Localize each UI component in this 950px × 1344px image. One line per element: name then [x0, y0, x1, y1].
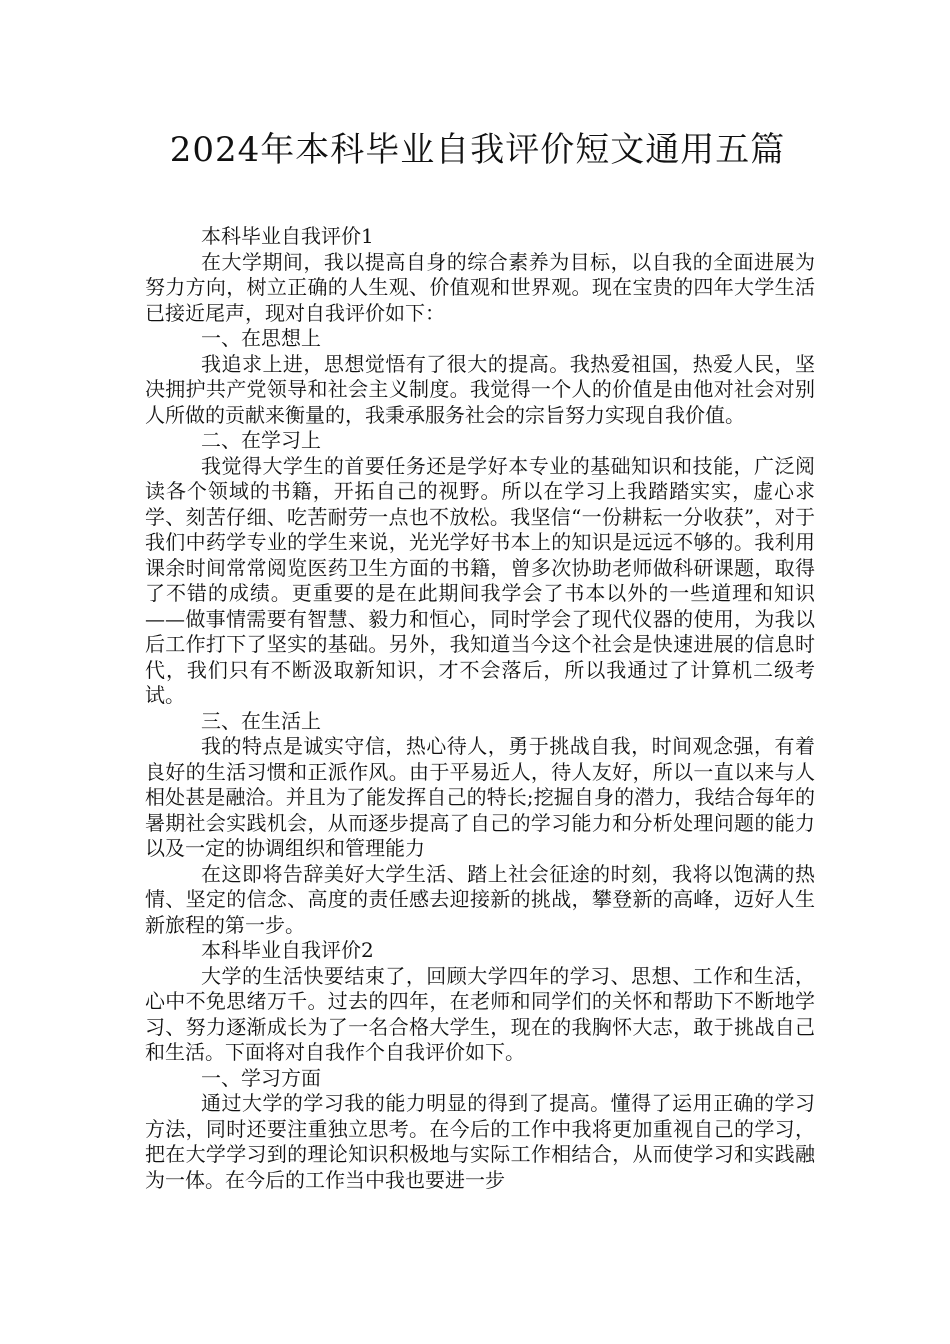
body-paragraph: 我追求上进，思想觉悟有了很大的提高。我热爱祖国，热爱人民，坚决拥护共产党领导和社会主义制度。我觉得一个人的价值是由他对社会对别人所做的贡献来衡量的，我秉承服务社会的宗旨努力实现自我价值。 [145, 351, 815, 427]
subsection-heading: 一、学习方面 [201, 1065, 321, 1090]
body-paragraph: 在大学期间，我以提高自身的综合素养为目标，以自我的全面进展为努力方向，树立正确的人生观、价值观和世界观。现在宝贵的四年大学生活已接近尾声，现对自我评价如下： [145, 249, 815, 325]
document-title: 2024年本科毕业自我评价短文通用五篇 [169, 130, 786, 170]
subsection-heading: 三、在生活上 [201, 708, 321, 733]
subsection-heading: 一、在思想上 [201, 326, 321, 350]
body-paragraph: 我觉得大学生的首要任务还是学好本专业的基础知识和技能，广泛阅读各个领域的书籍，开拓自己的视野。所以在学习上我踏踏实实，虚心求学、刻苦仔细、吃苦耐劳一点也不放松。我坚信“一份耕耘一分收获”，对于我们中药学专业的学生来说，光光学好书本上的知识是远远不够的。我利用课余时间常常阅览医药卫生方面的书籍，曾多次协助老师做科研课题，取得了不错的成绩。更重要的是在此期间我学会了书本以外的一些道理和知识——做事情需要有智慧、毅力和恒心，同时学会了现代仪器的使用，为我以后工作打下了坚实的基础。另外，我知道当今这个社会是快速进展的信息时代，我们只有不断汲取新知识，才不会落后，所以我通过了计算机二级考试。 [145, 453, 815, 707]
body-paragraph: 我的特点是诚实守信，热心待人，勇于挑战自我，时间观念强，有着良好的生活习惯和正派作风。由于平易近人，待人友好，所以一直以来与人相处甚是融洽。并且为了能发挥自己的特长;挖掘自身的潜力，我结合每年的暑期社会实践机会，从而逐步提高了自己的学习能力和分析处理问题的能力以及一定的协调组织和管理能力 [145, 734, 815, 860]
section-heading: 本科毕业自我评价1 [201, 224, 374, 248]
body-paragraph: 在这即将告辞美好大学生活、踏上社会征途的时刻，我将以饱满的热情、坚定的信念、高度的责任感去迎接新的挑战，攀登新的高峰，迈好人生新旅程的第一步。 [145, 861, 815, 937]
section-heading: 本科毕业自我评价2 [201, 938, 374, 962]
subsection-heading: 二、在学习上 [201, 428, 321, 452]
body-paragraph: 大学的生活快要结束了，回顾大学四年的学习、思想、工作和生活，心中不免思绪万千。过去的四年，在老师和同学们的关怀和帮助下不断地学习、努力逐渐成长为了一名合格大学生，现在的我胸怀大志，敢于挑战自己和生活。下面将对自我作个自我评价如下。 [145, 963, 815, 1064]
body-paragraph: 通过大学的学习我的能力明显的得到了提高。懂得了运用正确的学习方法，同时还要注重独立思考。在今后的工作中我将更加重视自己的学习，把在大学学习到的理论知识积极地与实际工作相结合，从而使学习和实践融为一体。在今后的工作当中我也要进一步 [145, 1091, 815, 1192]
document-body [145, 224, 815, 1193]
